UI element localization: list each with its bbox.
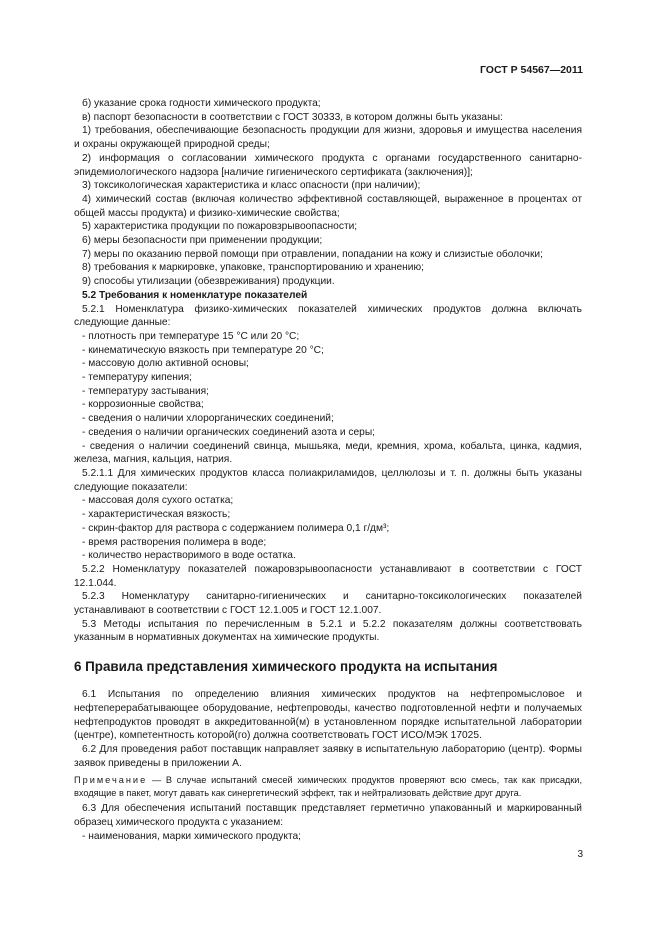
paragraph: 1) требования, обеспечивающие безопасность продукции для жизни, здоровья и имущества населения и охраны окружающей природной среды; bbox=[74, 125, 582, 151]
paragraph: 2) информация о согласовании химического продукта с органами государственного санитарно-эпидемиологического надзора [наличие гигиенического сертификата (заключения)]; bbox=[74, 152, 582, 178]
paragraph: 5.2.1.1 Для химических продуктов класса полиакриламидов, целлюлозы и т. п. должны быть указаны следующие показатели: bbox=[74, 467, 582, 493]
page-number: 3 bbox=[577, 849, 583, 860]
section-6-content bbox=[74, 688, 582, 770]
paragraph: - сведения о наличии хлорорганических соединений; bbox=[82, 413, 334, 425]
paragraph: 5) характеристика продукции по пожаровзрывоопасности; bbox=[82, 221, 358, 233]
note bbox=[74, 774, 582, 799]
paragraph: - сведения о наличии соединений свинца, мышьяка, меди, кремния, хрома, кобальта, цинка, кадмия, железа, магния, кальция, натрия. bbox=[74, 440, 582, 466]
document-body bbox=[74, 97, 582, 843]
section-6-continued bbox=[74, 802, 582, 843]
paragraph: 4) химический состав (включая количество эффективной составляющей, выраженное в процентах от общей массы продукта) и физико-химические свойства; bbox=[74, 193, 582, 219]
document-number: ГОСТ Р 54567—2011 bbox=[479, 64, 583, 76]
paragraph: - кинематическую вязкость при температуре 20 °С; bbox=[82, 344, 324, 356]
paragraph: - массовая доля сухого остатка; bbox=[82, 495, 234, 507]
paragraph: - плотность при температуре 15 °С или 20 °С; bbox=[82, 330, 300, 342]
paragraph: 3) токсикологическая характеристика и класс опасности (при наличии); bbox=[82, 180, 421, 192]
paragraph: - наименования, марки химического продукта; bbox=[82, 830, 301, 842]
paragraph: 6) меры безопасности при применении продукции; bbox=[82, 235, 323, 247]
paragraph: в) паспорт безопасности в соответствии с ГОСТ 30333, в котором должны быть указаны: bbox=[82, 111, 503, 123]
paragraph: 9) способы утилизации (обезвреживания) продукции. bbox=[82, 276, 335, 288]
paragraph: - сведения о наличии органических соединений азота и серы; bbox=[82, 426, 375, 438]
paragraph: 5.2.3 Номенклатуру санитарно-гигиенических и санитарно-токсикологических показателей устанавливают в соответствии с ГОСТ 12.1.005 и ГОСТ 12.1.007. bbox=[74, 591, 582, 617]
paragraph: 6.1 Испытания по определению влияния химических продуктов на нефтепромысловое и нефтеперерабатывающее оборудование, нефтепроводы, качество подготовленной нефти и получаемых нефтепродуктов проводят в аккредитованной(м) в установленном порядке испытательной лаборатории (центре), компетентность которой(го) должна соответствовать ГОСТ ИСО/МЭК 17025. bbox=[74, 689, 582, 742]
paragraph: 8) требования к маркировке, упаковке, транспортированию и хранению; bbox=[82, 262, 424, 274]
note-label: Примечание bbox=[74, 775, 148, 786]
paragraph: - температуру кипения; bbox=[82, 372, 192, 384]
paragraph: 5.2 Требования к номенклатуре показателей bbox=[82, 289, 308, 301]
section-6-title: 6 Правила представления химического продукта на испытания bbox=[74, 659, 498, 675]
note-text: — В случае испытаний смесей химических продуктов проверяют всю смесь, так как присадки, входящие в пакет, могут давать как синергетический эффект, так и нейтрализовать действие друг друга. bbox=[74, 775, 582, 798]
paragraph: - температуру застывания; bbox=[82, 385, 210, 397]
paragraph: б) указание срока годности химического продукта; bbox=[82, 98, 321, 109]
paragraph: - коррозионные свойства; bbox=[82, 399, 204, 411]
paragraph: - массовую долю активной основы; bbox=[82, 358, 249, 370]
section-5-content bbox=[74, 97, 582, 645]
paragraph: - скрин-фактор для раствора с содержанием полимера 0,1 г/дм³; bbox=[82, 522, 390, 534]
paragraph: 6.2 Для проведения работ поставщик направляет заявку в испытательную лабораторию (центр). Формы заявок приведены в приложении А. bbox=[74, 743, 582, 769]
paragraph: - характеристическая вязкость; bbox=[82, 509, 231, 521]
paragraph: 7) меры по оказанию первой помощи при отравлении, попадании на кожу и слизистые оболочки; bbox=[82, 248, 543, 260]
paragraph: 5.3 Методы испытания по перечисленным в 5.2.1 и 5.2.2 показателям должны соответствовать указанным в нормативных документах на химические продукты. bbox=[74, 618, 582, 644]
paragraph: - количество нерастворимого в воде остатка. bbox=[82, 550, 296, 562]
paragraph: 6.3 Для обеспечения испытаний поставщик представляет герметично упакованный и маркированный образец химического продукта с указанием: bbox=[74, 803, 582, 829]
paragraph: - время растворения полимера в воде; bbox=[82, 536, 267, 548]
paragraph: 5.2.2 Номенклатуру показателей пожаровзрывоопасности устанавливают в соответствии с ГОСТ 12.1.044. bbox=[74, 563, 582, 589]
paragraph: 5.2.1 Номенклатура физико-химических показателей химических продуктов должна включать следующие данные: bbox=[74, 303, 582, 329]
